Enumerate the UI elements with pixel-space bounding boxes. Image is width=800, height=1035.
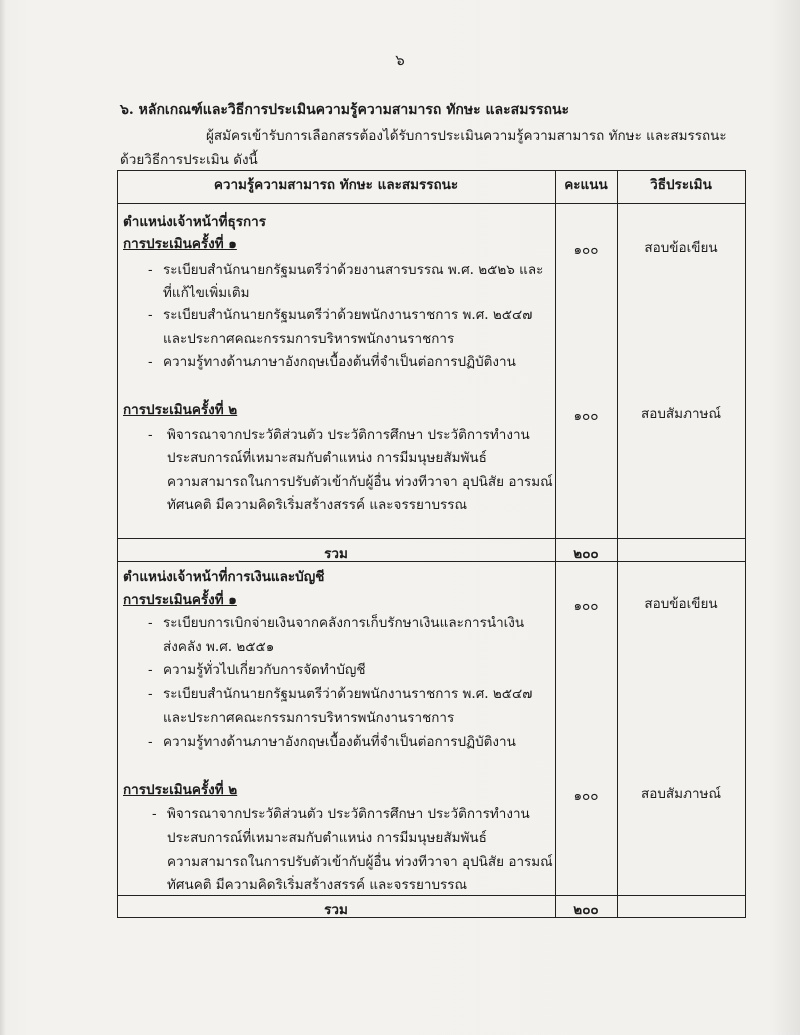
position-title: ตำแหน่งเจ้าหน้าที่ธุรการ	[123, 214, 266, 230]
round-score: ๑๐๐	[573, 598, 599, 614]
bullet-dash: -	[148, 262, 153, 278]
item-text: และประกาศคณะกรรมการบริหารพนักงานราชการ	[163, 710, 455, 726]
table-border	[745, 170, 746, 918]
position-title: ตำแหน่งเจ้าหน้าที่การเงินและบัญชี	[123, 569, 325, 585]
item-text: ระเบียบสำนักนายกรัฐมนตรีว่าด้วยพนักงานราชการ พ.ศ. ๒๕๔๗	[163, 686, 533, 702]
item-text: ความรู้ทั่วไปเกี่ยวกับการจัดทำบัญชี	[163, 662, 366, 678]
item-text: ประสบการณ์ที่เหมาะสมกับตำแหน่ง การมีมนุษยสัมพันธ์	[167, 450, 487, 466]
item-text: ความสามารถในการปรับตัวเข้ากับผู้อื่น ท่วงทีวาจา อุปนิสัย อารมณ์	[167, 854, 553, 870]
item-text: ระเบียบสำนักนายกรัฐมนตรีว่าด้วยงานสารบรรณ พ.ศ. ๒๕๒๖ และ	[163, 262, 544, 278]
round-title: การประเมินครั้งที่ ๑	[123, 236, 237, 252]
round-score: ๑๐๐	[573, 788, 599, 804]
round-method: สอบสัมภาษณ์	[641, 786, 721, 802]
bullet-dash: -	[148, 662, 153, 678]
item-text: พิจารณาจากประวัติส่วนตัว ประวัติการศึกษา ประวัติการทำงาน	[167, 806, 530, 822]
item-text: ระเบียบการเบิกจ่ายเงินจากคลังการเก็บรักษาเงินและการนำเงิน	[163, 615, 525, 631]
total-label: รวม	[324, 902, 348, 918]
round-method: สอบสัมภาษณ์	[641, 406, 721, 422]
round-title: การประเมินครั้งที่ ๑	[123, 592, 237, 608]
header-knowledge: ความรู้ความสามารถ ทักษะ และสมรรถนะ	[213, 177, 459, 193]
round-title: การประเมินครั้งที่ ๒	[123, 782, 238, 798]
bullet-dash: -	[148, 615, 153, 631]
total-score: ๒๐๐	[573, 902, 599, 918]
intro-line-2: ด้วยวิธีการประเมิน ดังนี้	[120, 152, 258, 168]
item-text: ความรู้ทางด้านภาษาอังกฤษเบื้องต้นที่จำเป็นต่อการปฏิบัติงาน	[163, 354, 516, 370]
bullet-dash: -	[148, 354, 153, 370]
bullet-dash: -	[148, 734, 153, 750]
item-text: ที่แก้ไขเพิ่มเติม	[163, 285, 250, 301]
page-number: ๖	[395, 51, 405, 69]
header-score: คะแนน	[564, 177, 608, 193]
table-rule	[617, 170, 618, 918]
section-heading: ๖. หลักเกณฑ์และวิธีการประเมินความรู้ความสามารถ ทักษะ และสมรรถนะ	[120, 102, 570, 118]
item-text: ประสบการณ์ที่เหมาะสมกับตำแหน่ง การมีมนุษยสัมพันธ์	[167, 830, 487, 846]
round-method: สอบข้อเขียน	[644, 596, 718, 612]
total-score: ๒๐๐	[573, 546, 599, 562]
bullet-dash: -	[152, 806, 157, 822]
item-text: ส่งคลัง พ.ศ. ๒๕๕๑	[163, 639, 275, 655]
item-text: ความรู้ทางด้านภาษาอังกฤษเบื้องต้นที่จำเป็นต่อการปฏิบัติงาน	[163, 734, 516, 750]
item-text: ความสามารถในการปรับตัวเข้ากับผู้อื่น ท่วงทีวาจา อุปนิสัย อารมณ์	[167, 474, 553, 490]
round-title: การประเมินครั้งที่ ๒	[123, 402, 238, 418]
bullet-dash: -	[148, 307, 153, 323]
item-text: พิจารณาจากประวัติส่วนตัว ประวัติการศึกษา ประวัติการทำงาน	[167, 427, 530, 443]
round-method: สอบข้อเขียน	[644, 240, 718, 256]
round-score: ๑๐๐	[573, 408, 599, 424]
total-label: รวม	[324, 546, 348, 562]
bullet-dash: -	[148, 686, 153, 702]
assessment-table	[117, 170, 746, 918]
item-text: ทัศนคติ มีความคิดริเริ่มสร้างสรรค์ และจรรยาบรรณ	[167, 497, 468, 513]
round-score: ๑๐๐	[573, 242, 599, 258]
intro-line-1: ผู้สมัครเข้ารับการเลือกสรรต้องได้รับการประเมินความรู้ความสามารถ ทักษะ และสมรรถนะ	[206, 128, 727, 144]
table-rule	[117, 538, 746, 539]
bullet-dash: -	[148, 427, 153, 443]
table-rule	[117, 203, 746, 204]
table-border	[117, 170, 746, 171]
item-text: ทัศนคติ มีความคิดริเริ่มสร้างสรรค์ และจรรยาบรรณ	[167, 877, 468, 893]
item-text: ระเบียบสำนักนายกรัฐมนตรีว่าด้วยพนักงานราชการ พ.ศ. ๒๕๔๗	[163, 307, 533, 323]
item-text: และประกาศคณะกรรมการบริหารพนักงานราชการ	[163, 331, 455, 347]
header-method: วิธีประเมิน	[650, 177, 712, 193]
